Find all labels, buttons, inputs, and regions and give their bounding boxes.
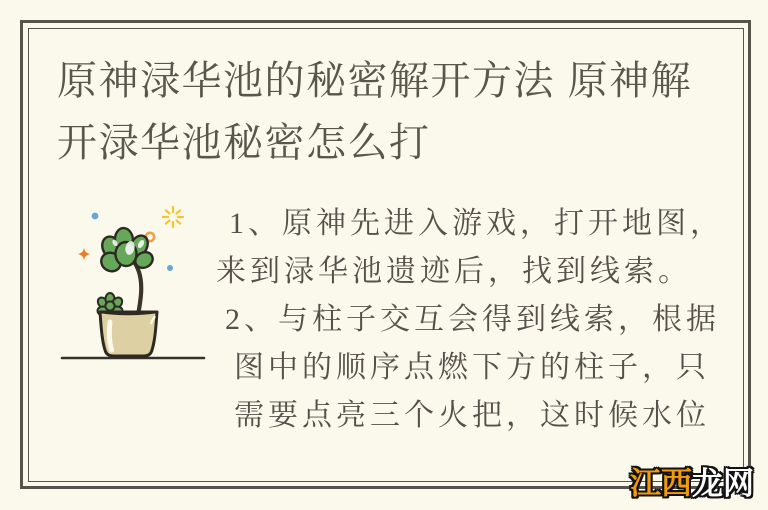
body-line: 图中的顺序点燃下方的柱子，只 (234, 351, 710, 384)
watermark-region-text: 江西 (630, 466, 692, 502)
article-title: 原神渌华池的秘密解开方法 原神解开渌华池秘密怎么打 (57, 59, 693, 165)
watermark-site-text: 龙网 (692, 466, 754, 502)
body-line: 2、与柱子交互会得到线索，根据 (225, 303, 720, 336)
pot-highlight (109, 322, 111, 350)
article-body (216, 200, 748, 440)
yellow-sparkle-icon (163, 207, 183, 227)
orange-star-icon (78, 248, 90, 260)
body-line: 需要点亮三个火把，这时候水位 (234, 399, 710, 432)
body-line: 1、原神先进入游戏，打开地图， (229, 207, 724, 240)
body-line: 来到渌华池遗迹后，找到线索。 (216, 255, 692, 288)
blue-dot-icon (92, 213, 99, 220)
potted-plant-illustration (55, 195, 215, 365)
blue-dot-icon (167, 265, 173, 271)
site-watermark (630, 458, 754, 503)
